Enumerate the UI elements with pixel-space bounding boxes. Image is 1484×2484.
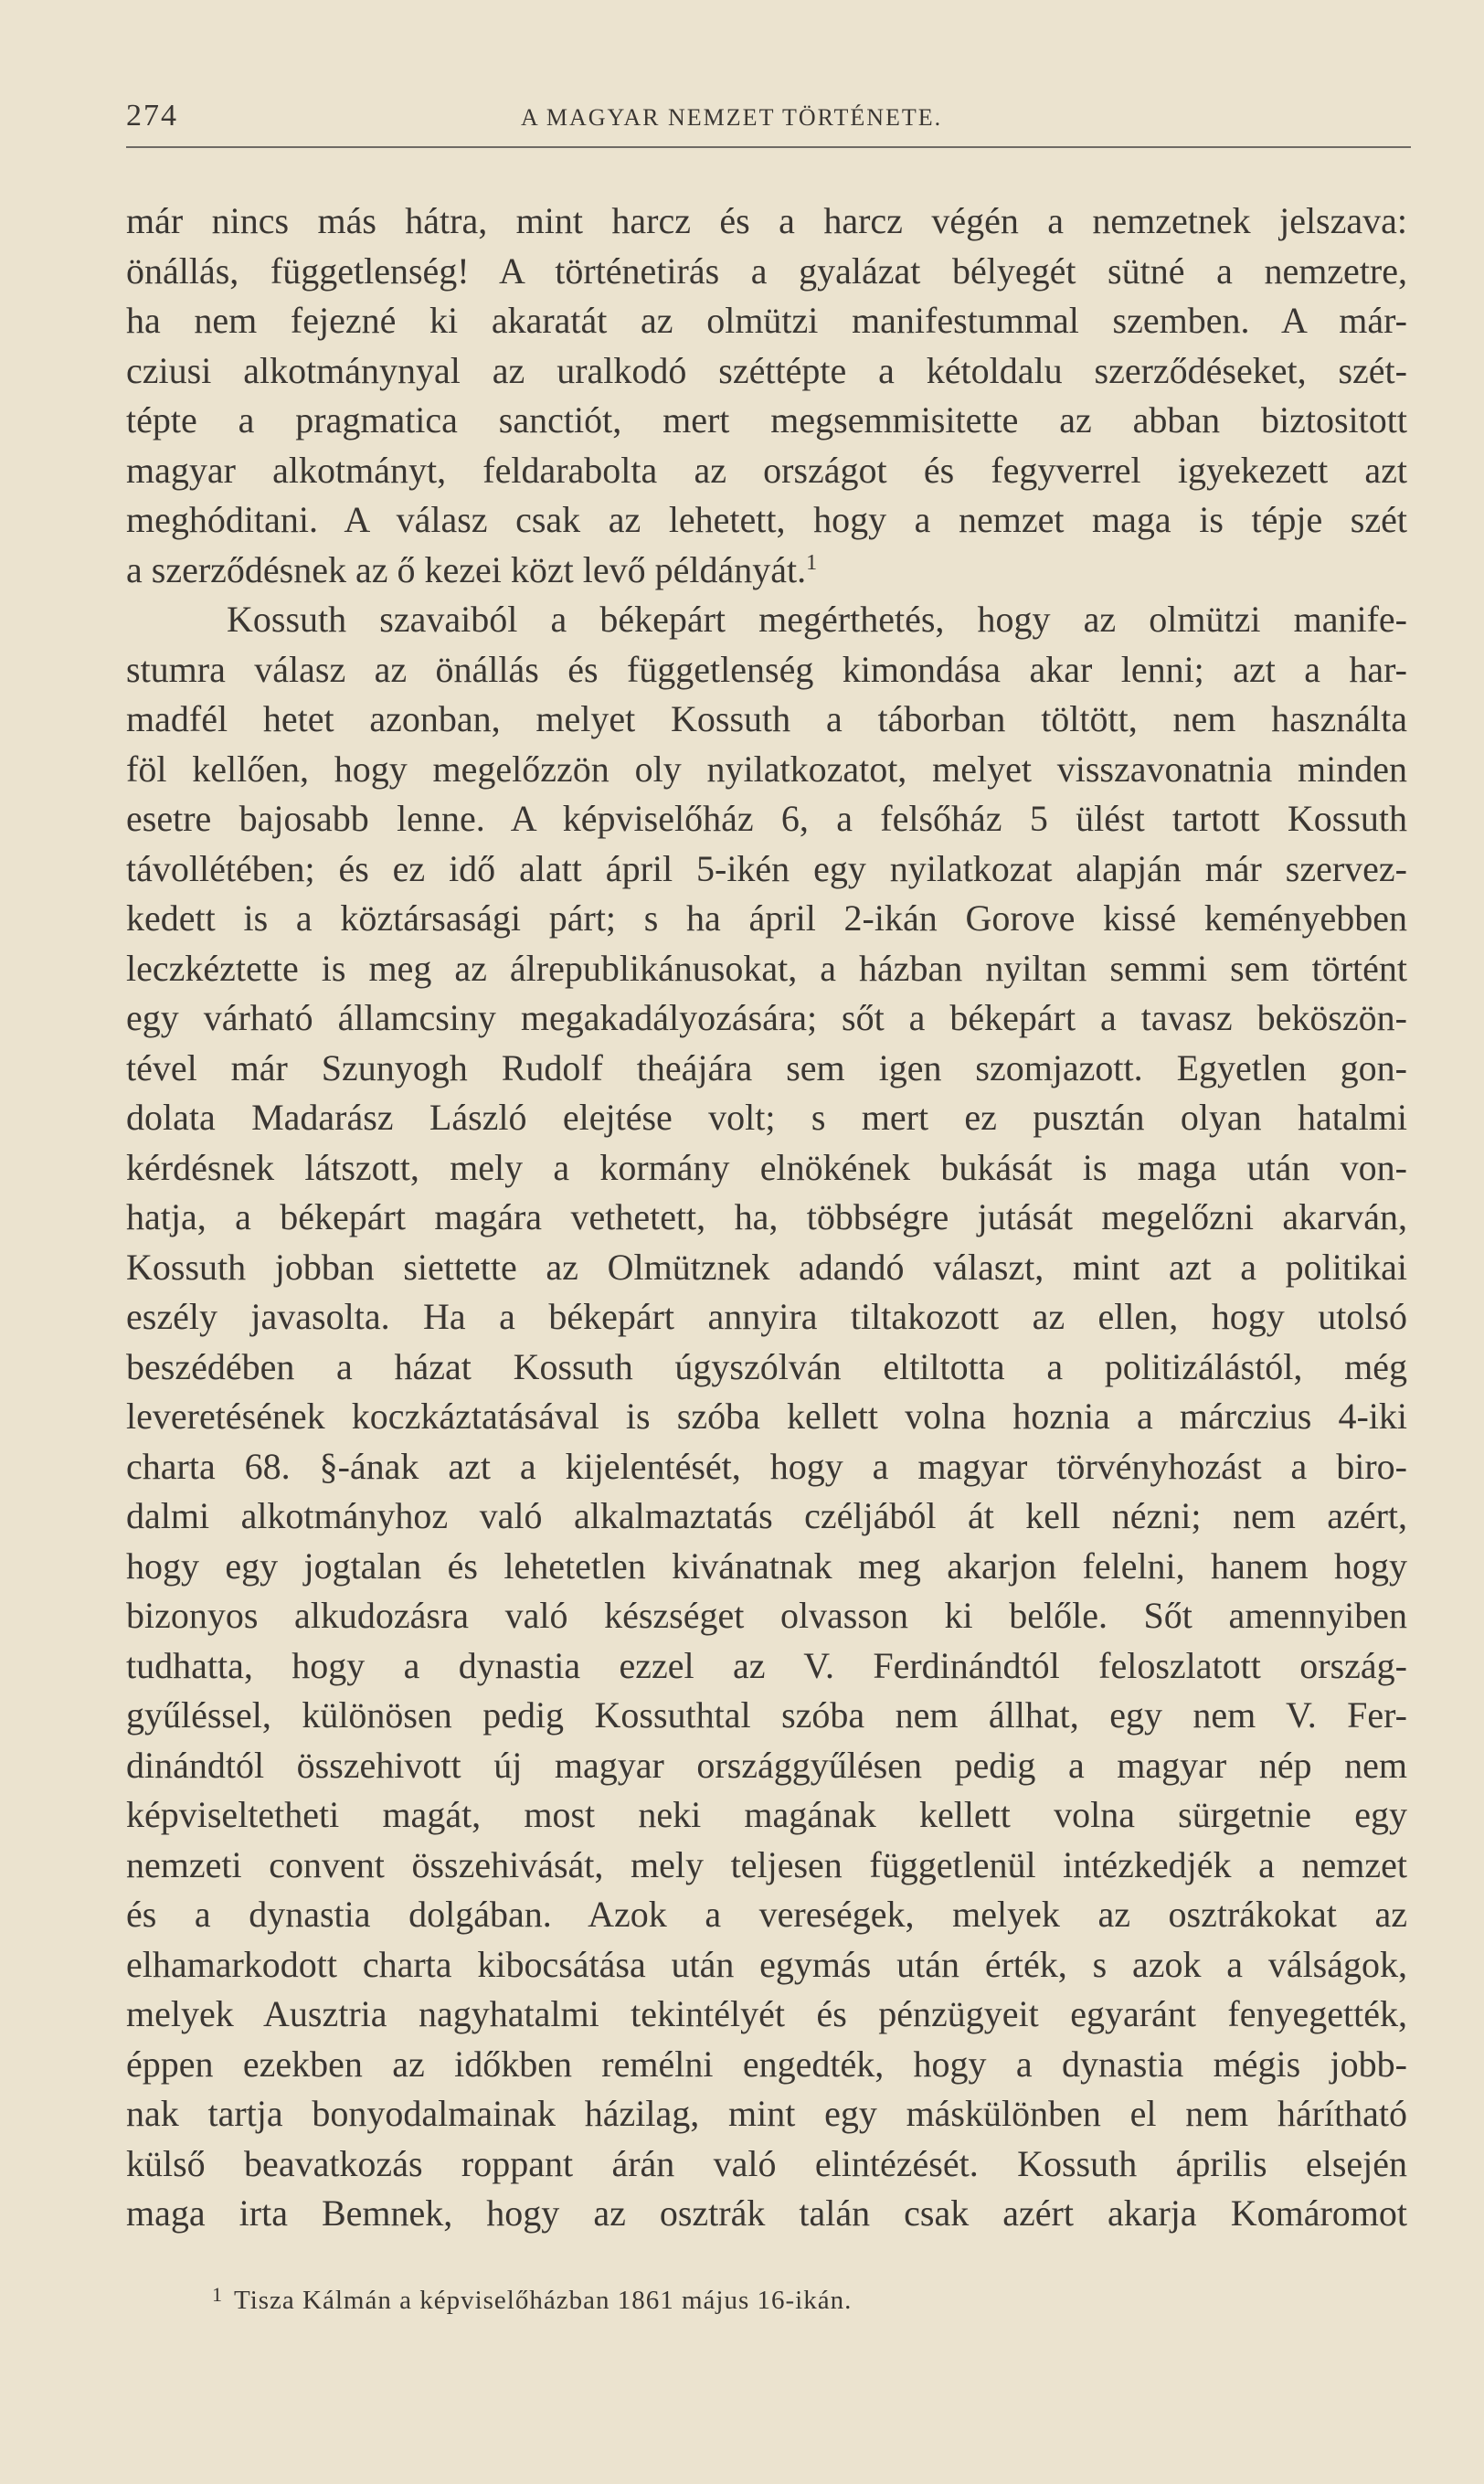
running-title: A MAGYAR NEMZET TÖRTÉNETE. (521, 104, 943, 131)
text-line: gyűléssel, különösen pedig Kossuthtal szóba nem állhat, egy nem V. Fer- (126, 1694, 1407, 1736)
text-line: ha nem fejezné ki akaratát az olmützi manifestummal szemben. A már- (126, 300, 1407, 341)
text-line: leveretésének koczkáztatásával is szóba kellett volna hoznia a márczius 4-iki (126, 1396, 1407, 1437)
text-line: éppen ezekben az időkben remélni engedték, hogy a dynastia mégis jobb- (126, 2043, 1407, 2085)
text-line: cziusi alkotmánynyal az uralkodó széttépte a kétoldalu szerződéseket, szét- (126, 349, 1407, 391)
text-line: nak tartja bonyodalmainak házilag, mint egy máskülönben el nem hárítható (126, 2093, 1407, 2134)
text-line: melyek Ausztria nagyhatalmi tekintélyét és pénzügyeit egyaránt fenyegették, (126, 1993, 1407, 2034)
text-line: kérdésnek látszott, mely a kormány elnökének bukását is maga után von- (126, 1146, 1407, 1188)
text-line: távollétében; és ez idő alatt ápril 5-ikén egy nyilatkozat alapján már szervez- (126, 847, 1407, 889)
text-line: dolata Madarász László elejtése volt; s mert ez pusztán olyan hatalmi (126, 1097, 1407, 1138)
text-line: Kossuth jobban siettette az Olmütznek adandó választ, mint azt a politikai (126, 1246, 1407, 1288)
text-line: dalmi alkotmányhoz való alkalmaztatás czéljából át kell nézni; nem azért, (126, 1495, 1407, 1536)
text-line: egy várható államcsiny megakadályozására; sőt a békepárt a tavasz beköszön- (126, 997, 1407, 1038)
text-line: leczkéztette is meg az álrepublikánusokat, a házban nyiltan semmi sem történt (126, 947, 1407, 989)
text-line: kedett is a köztársasági párt; s ha ápril 2-ikán Gorove kissé keményebben (126, 897, 1407, 939)
text-line: bizonyos alkudozásra való készséget olvasson ki belőle. Sőt amennyiben (126, 1595, 1407, 1636)
text-line: nemzeti convent összehivását, mely teljesen függetlenül intézkedjék a nemzet (126, 1843, 1407, 1885)
text-line: elhamarkodott charta kibocsátása után egymás után érték, s azok a válságok, (126, 1943, 1407, 1985)
text-line: képviseltetheti magát, most neki magának kellett volna sürgetnie egy (126, 1794, 1407, 1835)
text-line: dinándtól összehivott új magyar országgyűlésen pedig a magyar nép nem (126, 1744, 1407, 1786)
text-line: már nincs más hátra, mint harcz és a harcz végén a nemzetnek jelszava: (126, 200, 1407, 241)
text-line: hogy egy jogtalan és lehetetlen kivánatnak meg akarjon felelni, hanem hogy (126, 1545, 1407, 1587)
footnote (212, 2283, 852, 2316)
text-line: meghóditani. A válasz csak az lehetett, hogy a nemzet maga is tépje szét (126, 499, 1407, 540)
body-text (126, 196, 1407, 2239)
text-line: a szerződésnek az ő kezei közt levő példányát.$^1$ (126, 548, 818, 590)
footnote-text: Tisza Kálmán a képviselőházban 1861 május 16-ikán. (234, 2286, 853, 2315)
text-line: stumra válasz az önállás és függetlenség kimondása akar lenni; azt a har- (126, 648, 1407, 690)
page-number: 274 (126, 99, 178, 133)
text-line: beszédében a házat Kossuth úgyszólván eltiltotta a politizálástól, még (126, 1345, 1407, 1387)
page-header (126, 95, 1411, 148)
text-line: és a dynastia dolgában. Azok a vereségek, melyek az osztrákokat az (126, 1894, 1407, 1935)
text-line: hatja, a békepárt magára vethetett, ha, többségre jutását megelőzni akarván, (126, 1196, 1407, 1237)
footnote-reference: 1 (806, 550, 818, 575)
text-line: madfél hetet azonban, melyet Kossuth a táborban töltött, nem használta (126, 698, 1407, 739)
text-line: Kossuth szavaiból a békepárt megérthetés, hogy az olmützi manife- (227, 599, 1407, 640)
text-line: magyar alkotmányt, feldarabolta az országot és fegyverrel igyekezett azt (126, 449, 1407, 491)
text-line: tépte a pragmatica sanctiót, mert megsemmisitette az abban biztositott (126, 399, 1407, 441)
text-line: tudhatta, hogy a dynastia ezzel az V. Ferdinándtól feloszlatott ország- (126, 1644, 1407, 1686)
text-line: föl kellően, hogy megelőzzön oly nyilatkozatot, melyet visszavonatnia minden (126, 748, 1407, 790)
text-line: maga irta Bemnek, hogy az osztrák talán csak azért akarja Komáromot (126, 2192, 1407, 2234)
text-line: charta 68. §-ának azt a kijelentését, hogy a magyar törvényhozást a biro- (126, 1445, 1407, 1487)
text-line: külső beavatkozás roppant árán való elintézését. Kossuth április elsején (126, 2142, 1407, 2184)
text-line: tével már Szunyogh Rudolf theájára sem igen szomjazott. Egyetlen gon- (126, 1046, 1407, 1088)
text-line: önállás, függetlenség! A történetirás a gyalázat bélyegét sütné a nemzetre, (126, 249, 1407, 292)
text-line: eszély javasolta. Ha a békepárt annyira tiltakozott az ellen, hogy utolsó (126, 1296, 1407, 1337)
text-line: esetre bajosabb lenne. A képviselőház 6, a felsőház 5 ülést tartott Kossuth (126, 798, 1407, 839)
footnote-marker: 1 (212, 2283, 223, 2306)
